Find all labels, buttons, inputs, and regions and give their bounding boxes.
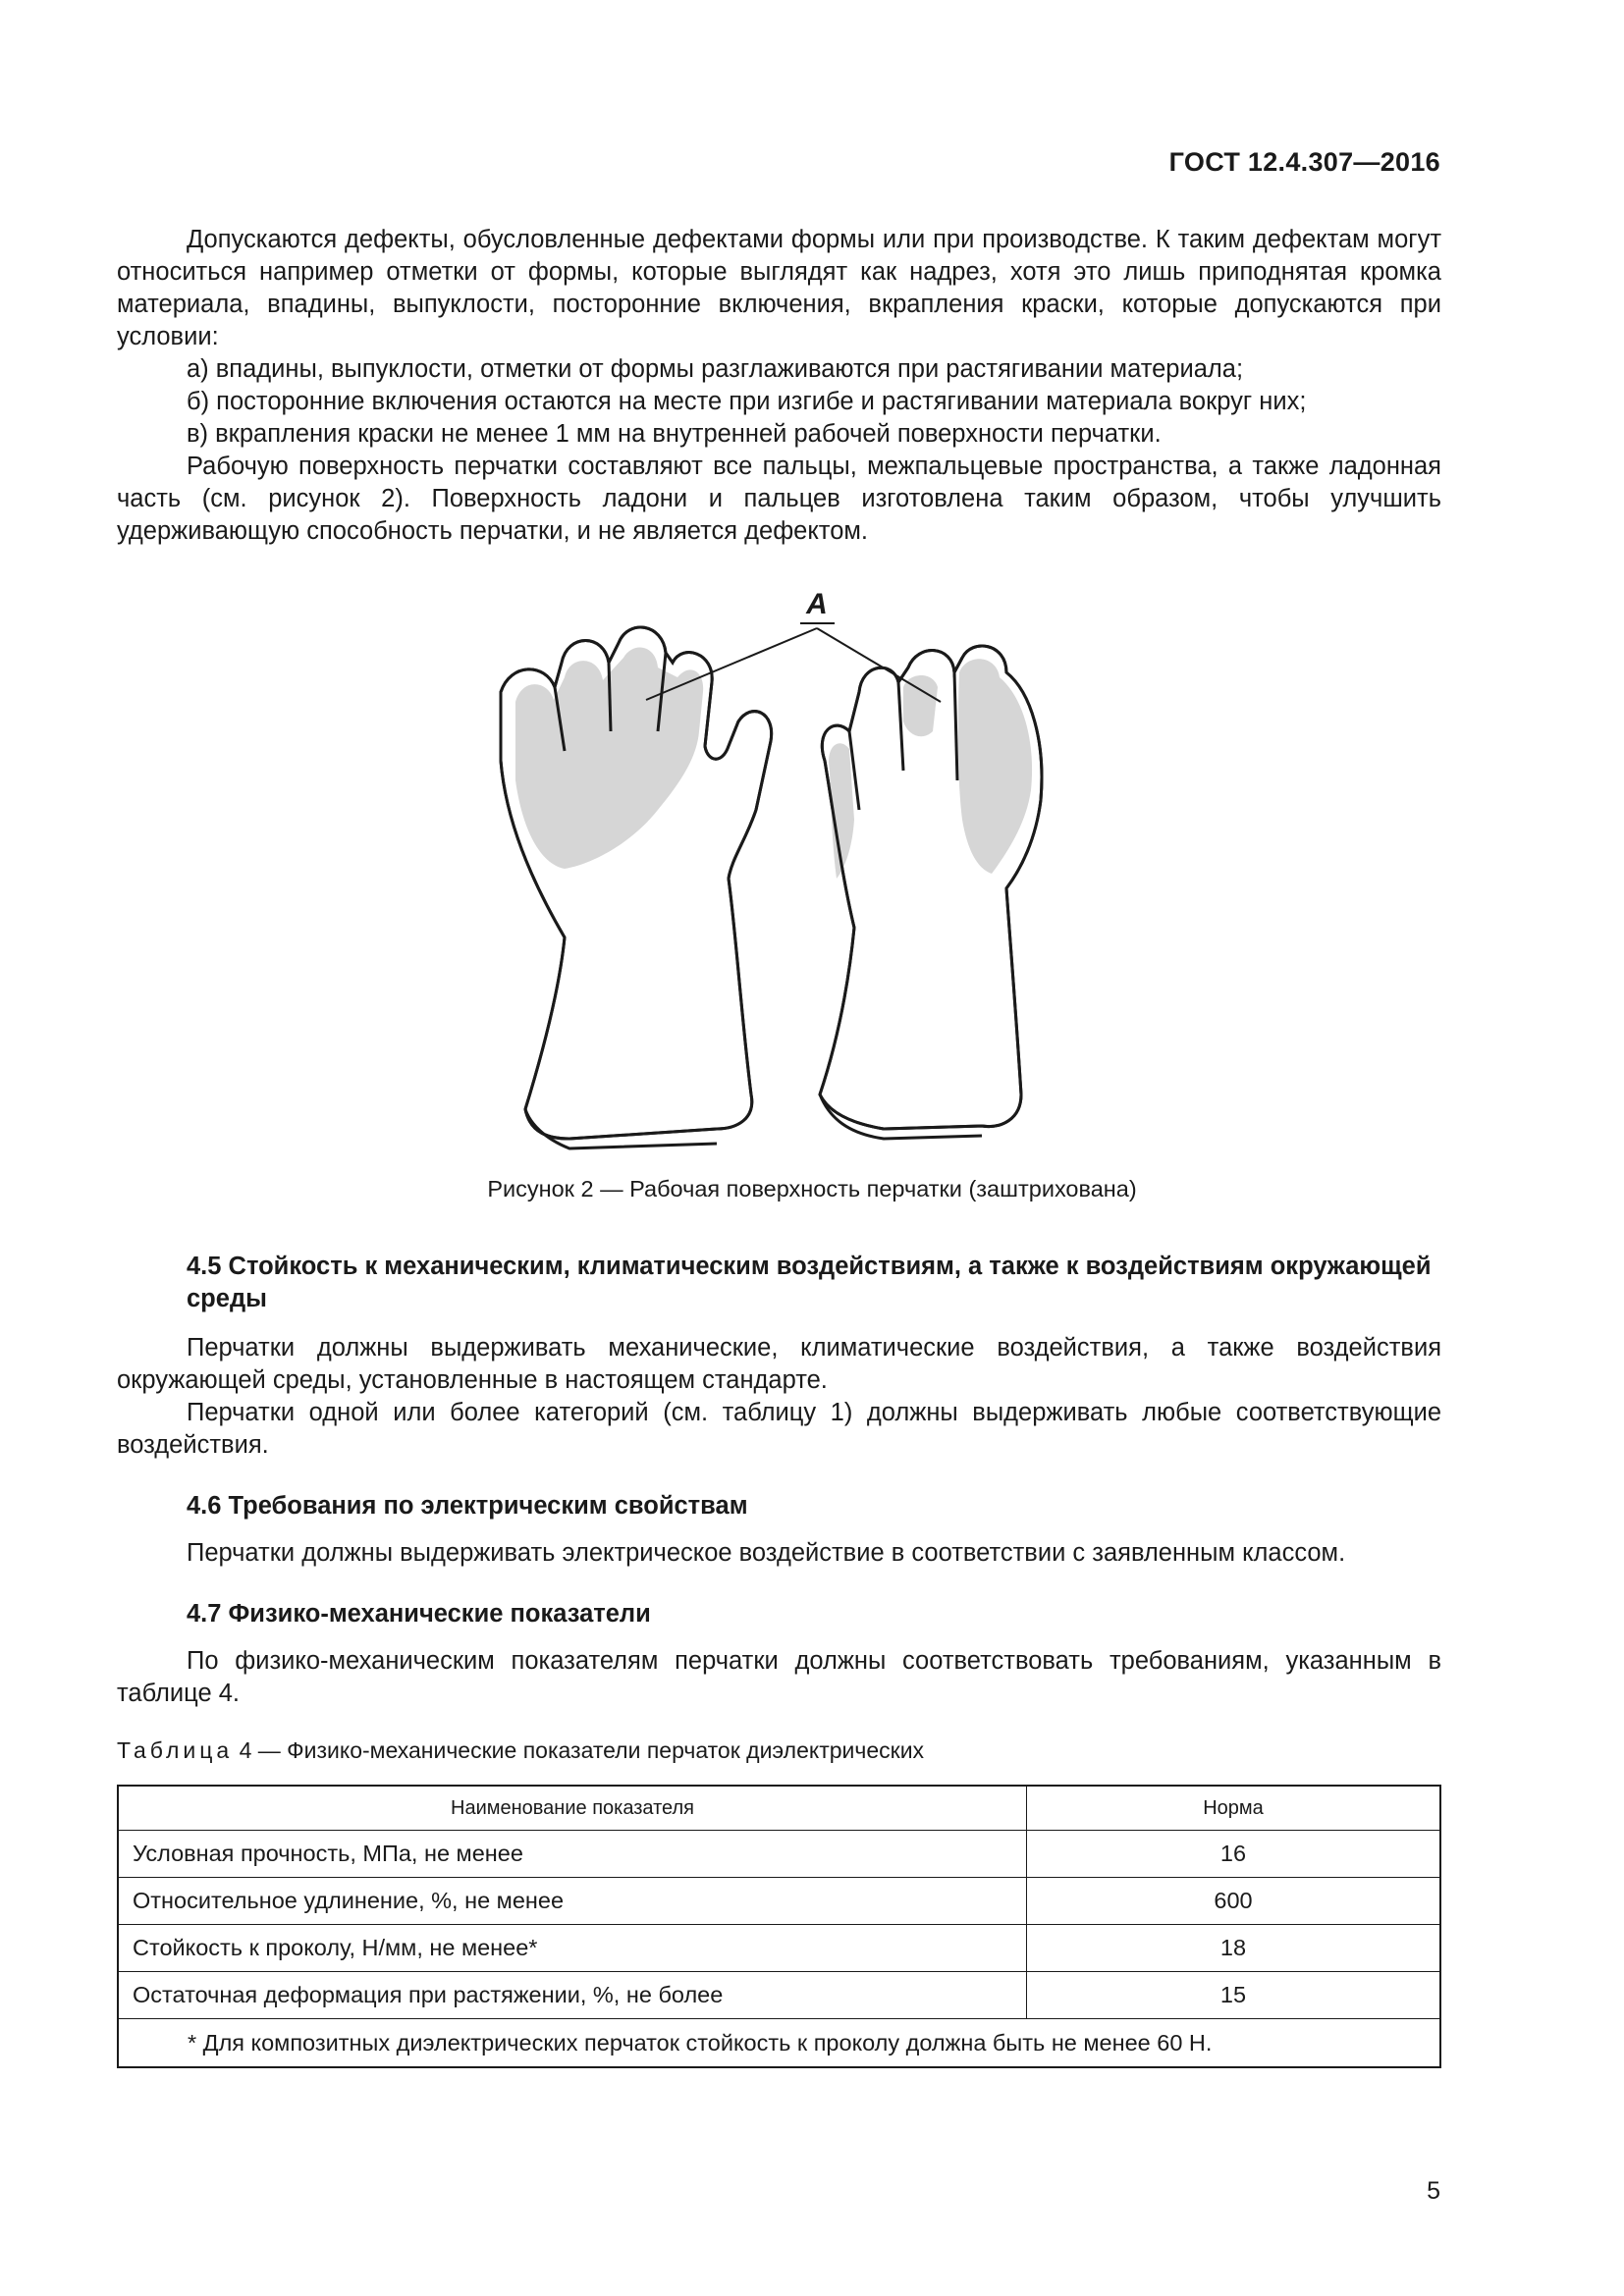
standard-code: ГОСТ 12.4.307—2016 — [1168, 147, 1440, 177]
section-4-6-text — [117, 1537, 1441, 1570]
section-4-6-heading: 4.6 Требования по электрическим свойствам — [187, 1492, 748, 1520]
section-4-5-text — [117, 1332, 1441, 1462]
table-footnote: * Для композитных диэлектрических перчаток стойкость к проколу должна быть не менее 60 Н. — [118, 2019, 1440, 2068]
paragraph: Перчатки должны выдерживать электрическое воздействие в соответствии с заявленным классом. — [187, 1539, 1346, 1567]
gloves-illustration — [471, 584, 1080, 1173]
table-row — [118, 1972, 1440, 2019]
list-item: б) посторонние включения остаются на месте при изгибе и растягивании материала вокруг них; — [187, 388, 1307, 415]
paragraph: Перчатки должны выдерживать механические, климатические воздействия, а также воздействия окружающей среды, установленные в настоящем стандарте. — [117, 1334, 1441, 1394]
table-cell-value: 18 — [1027, 1925, 1441, 1972]
table-title-rest: 4 — Физико-механические показатели перчаток диэлектрических — [233, 1737, 925, 1763]
table-cell-value: 16 — [1027, 1831, 1441, 1878]
table-note-row — [118, 2019, 1440, 2068]
table-cell-value: 600 — [1027, 1878, 1441, 1925]
table-row — [118, 1878, 1440, 1925]
label-a: А — [806, 588, 828, 620]
paragraph: Перчатки одной или более категорий (см. таблицу 1) должны выдерживать любые соответствующие воздействия. — [117, 1399, 1441, 1459]
table-row — [118, 1831, 1440, 1878]
figure-caption: Рисунок 2 — Рабочая поверхность перчатки (заштрихована) — [487, 1176, 1137, 1201]
section-4-5-heading: 4.5 Стойкость к механическим, климатическим воздействиям, а также к воздействиям окружающей среды — [187, 1253, 1432, 1312]
norms-table — [117, 1785, 1441, 2068]
column-header-name: Наименование показателя — [118, 1786, 1027, 1831]
table-cell-name: Относительное удлинение, %, не менее — [118, 1878, 1027, 1925]
table-header-row — [118, 1786, 1440, 1831]
section-4-7-heading: 4.7 Физико-механические показатели — [187, 1600, 651, 1628]
table-title — [117, 1737, 924, 1764]
table-cell-name: Остаточная деформация при растяжении, %, не более — [118, 1972, 1027, 2019]
table-cell-value: 15 — [1027, 1972, 1441, 2019]
intro-paragraph: Допускаются дефекты, обусловленные дефектами формы или при производстве. К таким дефектам могут относиться например отметки от формы, которые выглядят как надрез, хотя это лишь приподнятая кромка материала, впадины, выпуклости, посторонние включения, вкрапления краски, которые допускаются при условии: — [117, 226, 1441, 350]
table-row — [118, 1925, 1440, 1972]
paragraph: По физико-механическим показателям перчатки должны соответствовать требованиям, указанным в таблице 4. — [117, 1647, 1441, 1707]
section-4-7-text — [117, 1645, 1441, 1710]
table-cell-name: Условная прочность, МПа, не менее — [118, 1831, 1027, 1878]
intro-paragraph: Рабочую поверхность перчатки составляют все пальцы, межпальцевые пространства, а также ладонная часть (см. рисунок 2). Поверхность ладони и пальцев изготовлена таким образом, чтобы улучшить удерживающую способность перчатки, и не является дефектом. — [117, 453, 1441, 545]
intro-text — [117, 224, 1441, 548]
page-number: 5 — [1427, 2177, 1440, 2205]
list-item: в) вкрапления краски не менее 1 мм на внутренней рабочей поверхности перчатки. — [187, 420, 1162, 448]
table-title-word: Таблица — [117, 1737, 234, 1763]
glove-figure — [471, 584, 1080, 1173]
list-item: а) впадины, выпуклости, отметки от формы разглаживаются при растягивании материала; — [187, 355, 1244, 383]
table-cell-name: Стойкость к проколу, Н/мм, не менее* — [118, 1925, 1027, 1972]
column-header-norm: Норма — [1027, 1786, 1441, 1831]
